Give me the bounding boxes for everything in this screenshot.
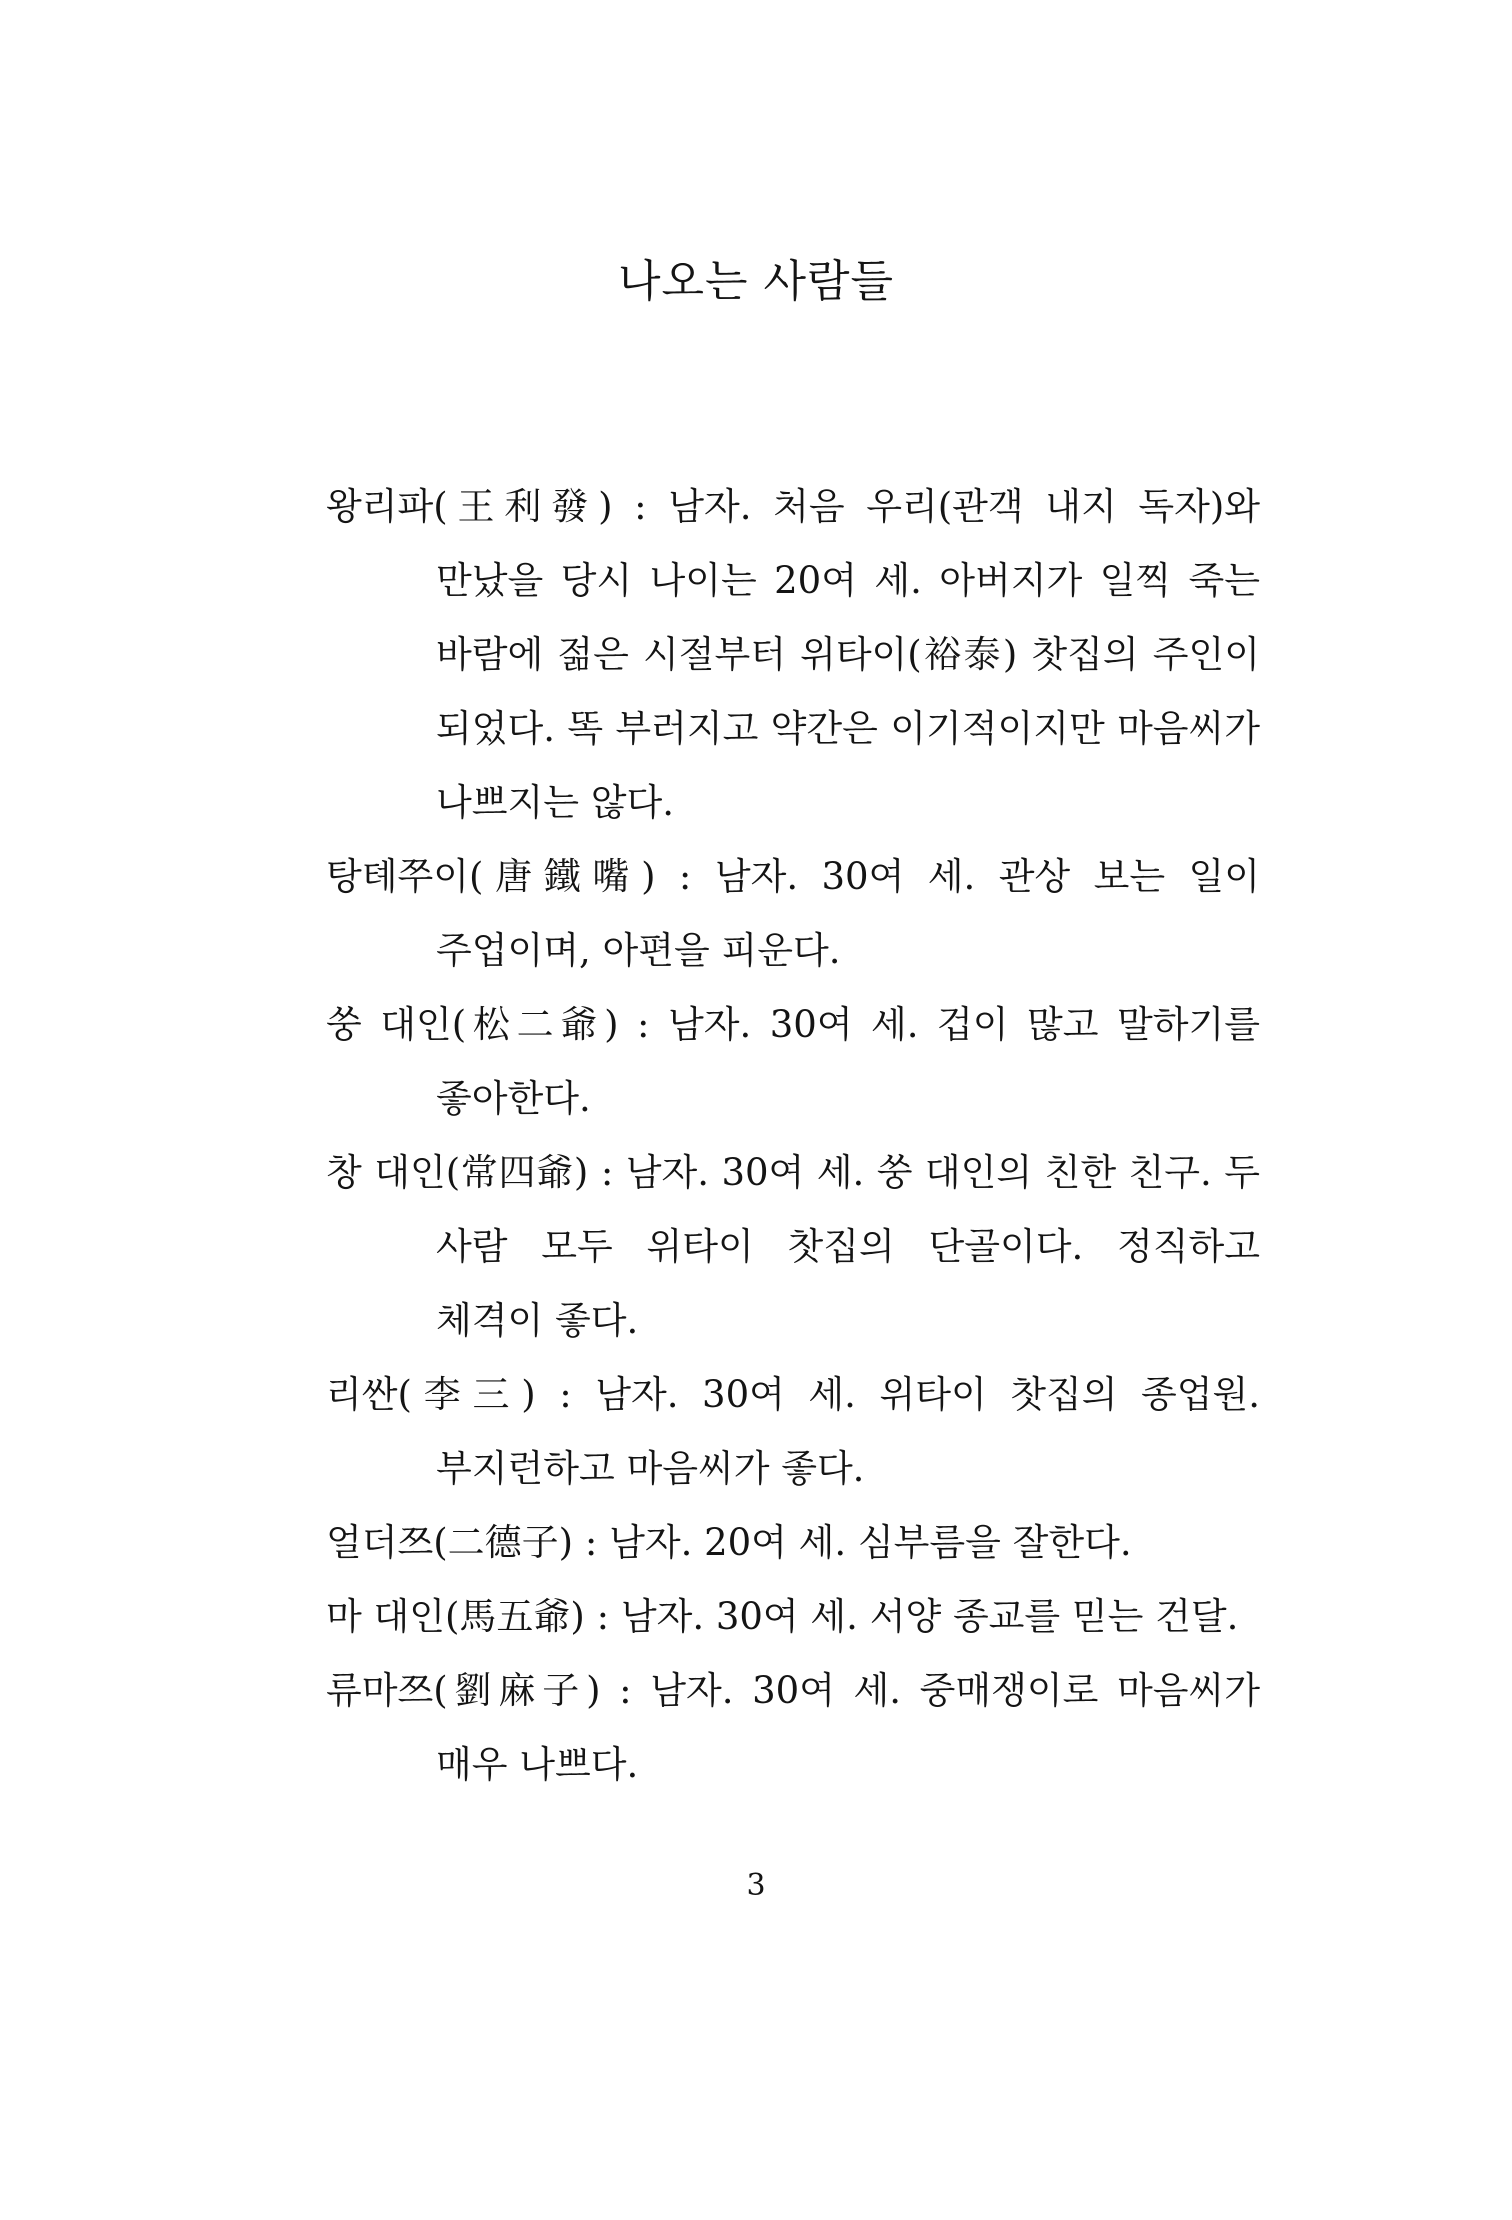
character-entry-wang-lifa: 왕리파(王利發) : 남자. 처음 우리(관객 내지 독자)와 만났을 당시 나이는 20여 세. 아버지가 일찍 죽는 바람에 젊은 시절부터 위타이(裕泰) 찻집의 주인이 되었다. 똑 부러지고 약간은 이기적이지만 마음씨가 나쁘지는 않다. — [326, 485, 1260, 824]
character-entry-chang-daren: 창 대인(常四爺) : 남자. 30여 세. 쑹 대인의 친한 친구. 두 사람 모두 위타이 찻집의 단골이다. 정직하고 체격이 좋다. — [326, 1151, 1260, 1342]
character-entry-ma-daren: 마 대인(馬五爺) : 남자. 30여 세. 서양 종교를 믿는 건달. — [326, 1595, 1239, 1638]
page-number: 3 — [746, 1868, 766, 1903]
character-entry-liu-mazi: 류마쯔(劉麻子) : 남자. 30여 세. 중매쟁이로 마음씨가 매우 나쁘다. — [326, 1669, 1260, 1786]
character-entry-tang-tiezui: 탕톄쭈이(唐鐵嘴) : 남자. 30여 세. 관상 보는 일이 주업이며, 아편을 피운다. — [326, 855, 1260, 972]
character-entry-song-daren: 쑹 대인(松二爺) : 남자. 30여 세. 겁이 많고 말하기를 좋아한다. — [326, 1003, 1260, 1120]
page-title: 나오는 사람들 — [617, 256, 894, 307]
character-entry-er-dezi: 얼더쯔(二德子) : 남자. 20여 세. 심부름을 잘한다. — [326, 1521, 1132, 1564]
character-entry-li-san: 리싼(李三) : 남자. 30여 세. 위타이 찻집의 종업원. 부지런하고 마음씨가 좋다. — [326, 1373, 1260, 1490]
character-list — [326, 470, 1260, 1802]
